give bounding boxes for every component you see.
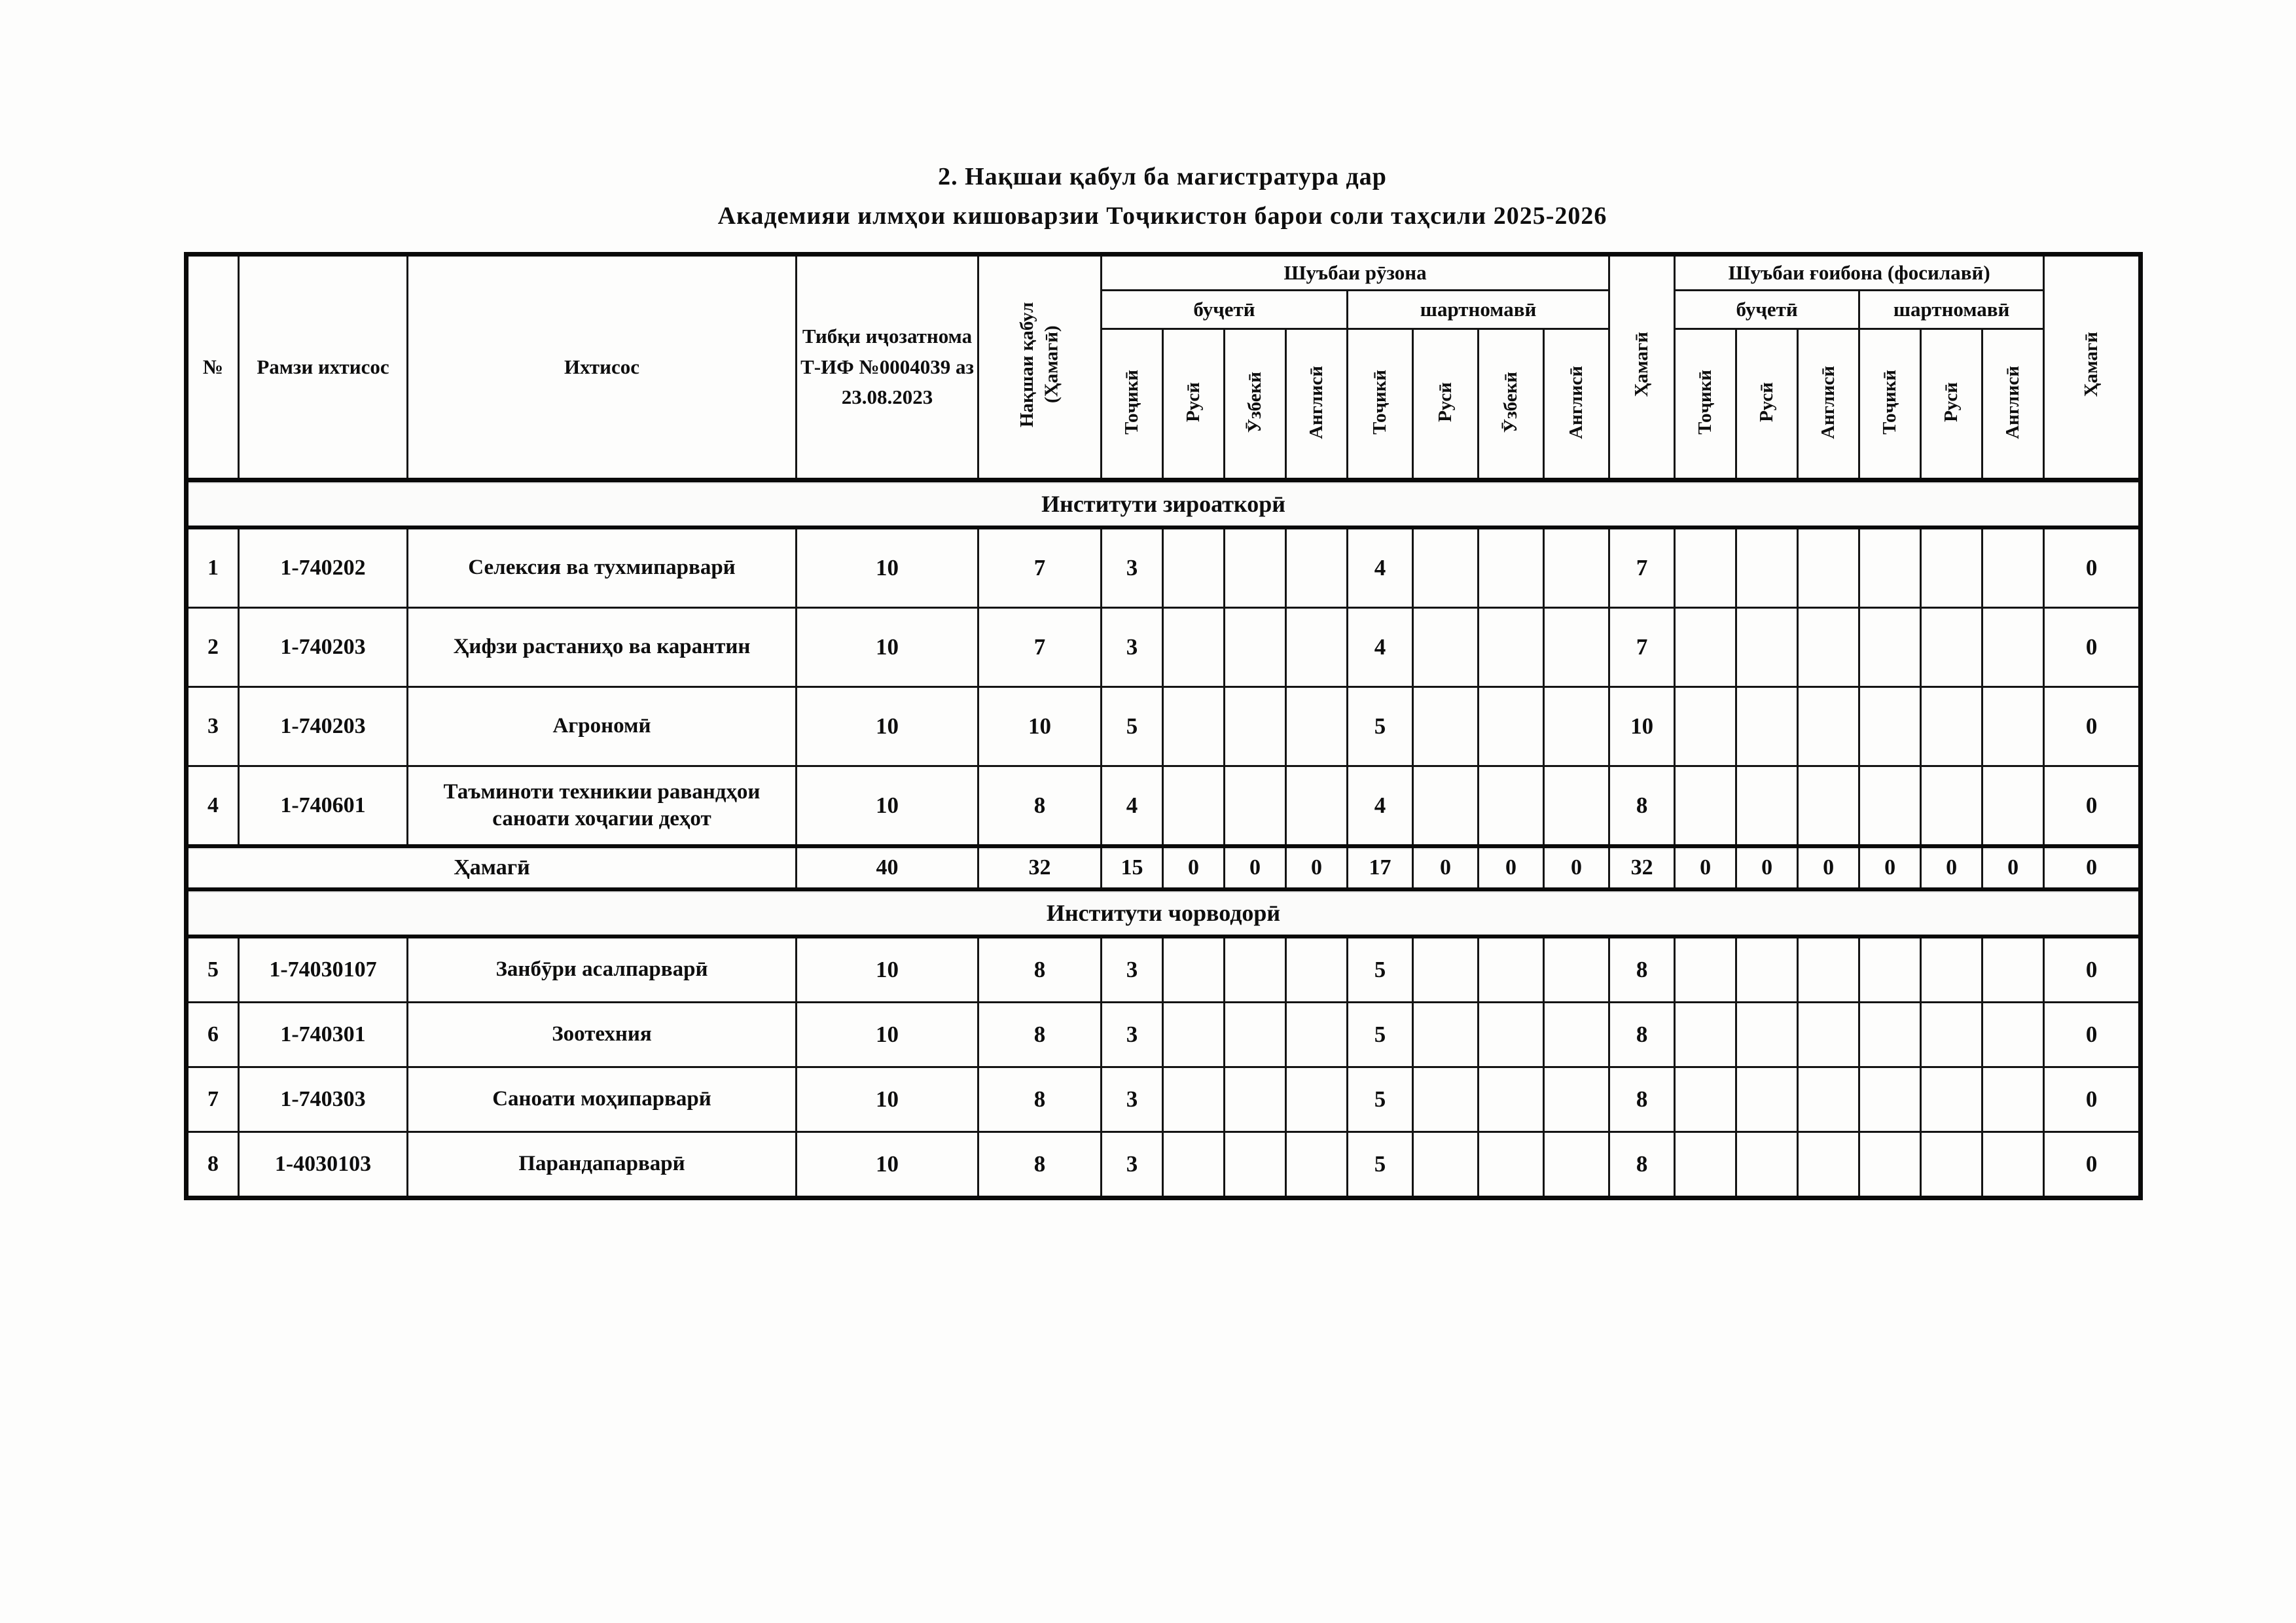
- cell-specialty-code: 1-740202: [239, 527, 408, 608]
- cell-day-budget-english: [1286, 1003, 1348, 1067]
- cell-ext-contract-russian: [1921, 1132, 1982, 1198]
- cell-specialty-name: Таъминоти техникии равандҳои саноати хоҷагии деҳот: [408, 766, 797, 847]
- cell-day-budget-russian: [1163, 687, 1225, 766]
- cell-day-budget-russian: [1163, 1132, 1225, 1198]
- lang-label: Тоҷикӣ: [1121, 369, 1142, 435]
- cell-day-budget-uzbek: 0: [1225, 846, 1286, 889]
- cell-ext-contract-russian: [1921, 687, 1982, 766]
- col-header-lang-russian: [1736, 329, 1798, 480]
- cell-day-contract-russian: 0: [1413, 846, 1479, 889]
- cell-admission-plan: 7: [978, 527, 1102, 608]
- col-header-num: №: [187, 255, 239, 480]
- cell-license-quota: 10: [797, 1003, 978, 1067]
- cell-day-budget-tajik: 4: [1102, 766, 1163, 847]
- cell-day-contract-tajik: 5: [1348, 936, 1413, 1003]
- cell-day-contract-uzbek: [1479, 608, 1544, 687]
- lang-label: Англисӣ: [2001, 365, 2023, 439]
- cell-ext-contract-english: [1982, 766, 2044, 847]
- cell-license-quota: 10: [797, 1067, 978, 1132]
- cell-specialty-code: 1-74030107: [239, 936, 408, 1003]
- ext-total-vertical-label: Ҳамагӣ: [2080, 332, 2102, 397]
- cell-ext-budget-english: 0: [1798, 846, 1859, 889]
- cell-day-contract-uzbek: [1479, 687, 1544, 766]
- cell-day-contract-english: [1544, 527, 1609, 608]
- col-header-day-total: [1609, 255, 1675, 480]
- cell-ext-budget-tajik: [1675, 687, 1736, 766]
- table-row: [187, 1003, 2141, 1067]
- cell-day-budget-uzbek: [1225, 766, 1286, 847]
- cell-ext-contract-russian: [1921, 1003, 1982, 1067]
- cell-day-contract-english: [1544, 608, 1609, 687]
- cell-day-contract-english: 0: [1544, 846, 1609, 889]
- cell-specialty-name: Занбӯри асалпарварӣ: [408, 936, 797, 1003]
- cell-ext-budget-tajik: [1675, 1067, 1736, 1132]
- cell-day-budget-tajik: 3: [1102, 1003, 1163, 1067]
- cell-day-budget-english: 0: [1286, 846, 1348, 889]
- cell-ext-contract-english: [1982, 527, 2044, 608]
- col-header-lang-russian: [1921, 329, 1982, 480]
- cell-license-quota: 10: [797, 1132, 978, 1198]
- cell-day-contract-uzbek: [1479, 527, 1544, 608]
- table-row: [187, 608, 2141, 687]
- cell-ext-contract-russian: [1921, 608, 1982, 687]
- cell-admission-plan: 8: [978, 1132, 1102, 1198]
- cell-day-budget-tajik: 3: [1102, 1067, 1163, 1132]
- plan-total-vertical-label: Нақшаи қабул (Ҳамагӣ): [1016, 302, 1062, 427]
- cell-ext-budget-english: [1798, 766, 1859, 847]
- col-header-lang-uzbek: [1225, 329, 1286, 480]
- cell-ext-total: 0: [2044, 766, 2141, 847]
- cell-ext-budget-tajik: [1675, 1003, 1736, 1067]
- cell-day-budget-english: [1286, 608, 1348, 687]
- cell-admission-plan: 7: [978, 608, 1102, 687]
- cell-day-budget-uzbek: [1225, 527, 1286, 608]
- lang-label: Русӣ: [1755, 382, 1777, 422]
- cell-admission-plan: 10: [978, 687, 1102, 766]
- cell-ext-budget-tajik: [1675, 608, 1736, 687]
- col-header-lang-tajik: [1102, 329, 1163, 480]
- cell-day-contract-russian: [1413, 1003, 1479, 1067]
- cell-ext-total: 0: [2044, 846, 2141, 889]
- col-header-plan-total: [978, 255, 1102, 480]
- subgroup-day-contract: шартномавӣ: [1348, 291, 1609, 329]
- cell-ext-contract-tajik: [1859, 1132, 1921, 1198]
- cell-day-total: 8: [1609, 766, 1675, 847]
- cell-admission-plan: 8: [978, 936, 1102, 1003]
- cell-ext-budget-english: [1798, 1132, 1859, 1198]
- lang-label: Тоҷикӣ: [1369, 369, 1390, 435]
- cell-day-budget-russian: [1163, 1003, 1225, 1067]
- subgroup-ext-contract: шартномавӣ: [1859, 291, 2044, 329]
- admission-plan-table: [184, 252, 2143, 1200]
- subgroup-day-budget: буҷетӣ: [1102, 291, 1348, 329]
- cell-day-budget-russian: 0: [1163, 846, 1225, 889]
- section-title: Институти чорводорӣ: [187, 889, 2141, 936]
- cell-specialty-name: Селексия ва тухмипарварӣ: [408, 527, 797, 608]
- col-header-lang-russian: [1413, 329, 1479, 480]
- cell-specialty-name: Зоотехния: [408, 1003, 797, 1067]
- cell-day-contract-english: [1544, 1067, 1609, 1132]
- cell-day-budget-tajik: 5: [1102, 687, 1163, 766]
- cell-day-contract-uzbek: [1479, 1067, 1544, 1132]
- cell-day-budget-english: [1286, 1132, 1348, 1198]
- cell-day-contract-tajik: 4: [1348, 608, 1413, 687]
- cell-ext-contract-russian: [1921, 936, 1982, 1003]
- cell-day-budget-tajik: 15: [1102, 846, 1163, 889]
- cell-specialty-code: 1-740203: [239, 687, 408, 766]
- cell-ext-contract-tajik: [1859, 766, 1921, 847]
- col-header-lang-tajik: [1675, 329, 1736, 480]
- cell-ext-budget-english: [1798, 1067, 1859, 1132]
- cell-ext-budget-russian: [1736, 936, 1798, 1003]
- cell-ext-contract-russian: [1921, 527, 1982, 608]
- col-header-lang-english: [1544, 329, 1609, 480]
- cell-ext-total: 0: [2044, 608, 2141, 687]
- cell-specialty-code: 1-740203: [239, 608, 408, 687]
- cell-ext-budget-tajik: [1675, 1132, 1736, 1198]
- lang-label: Русӣ: [1940, 382, 1962, 422]
- section-row: [187, 480, 2141, 528]
- cell-ext-contract-tajik: [1859, 527, 1921, 608]
- cell-day-contract-english: [1544, 687, 1609, 766]
- cell-ext-contract-tajik: [1859, 687, 1921, 766]
- cell-admission-plan: 8: [978, 766, 1102, 847]
- cell-day-contract-russian: [1413, 766, 1479, 847]
- cell-row-number: 2: [187, 608, 239, 687]
- lang-label: Англисӣ: [1565, 365, 1587, 439]
- cell-specialty-code: 1-740601: [239, 766, 408, 847]
- cell-day-budget-uzbek: [1225, 608, 1286, 687]
- cell-ext-budget-russian: [1736, 687, 1798, 766]
- cell-day-contract-tajik: 4: [1348, 766, 1413, 847]
- table-row: [187, 936, 2141, 1003]
- cell-license-quota: 10: [797, 687, 978, 766]
- subgroup-ext-budget: буҷетӣ: [1675, 291, 1859, 329]
- cell-row-number: 1: [187, 527, 239, 608]
- cell-day-contract-uzbek: [1479, 1132, 1544, 1198]
- cell-ext-budget-tajik: [1675, 766, 1736, 847]
- cell-day-contract-russian: [1413, 1067, 1479, 1132]
- cell-day-contract-russian: [1413, 936, 1479, 1003]
- table-row: [187, 766, 2141, 847]
- col-header-lang-english: [1286, 329, 1348, 480]
- cell-specialty-code: 1-740303: [239, 1067, 408, 1132]
- cell-day-total: 8: [1609, 1067, 1675, 1132]
- lang-label: Тоҷикӣ: [1878, 369, 1900, 435]
- cell-ext-budget-tajik: [1675, 936, 1736, 1003]
- cell-license-quota: 10: [797, 936, 978, 1003]
- cell-day-budget-tajik: 3: [1102, 936, 1163, 1003]
- cell-day-total: 7: [1609, 608, 1675, 687]
- header-row-groups: [187, 255, 2141, 291]
- cell-day-contract-english: [1544, 1003, 1609, 1067]
- cell-ext-budget-russian: [1736, 1003, 1798, 1067]
- cell-admission-plan: 8: [978, 1003, 1102, 1067]
- lang-label: Русӣ: [1182, 382, 1204, 422]
- cell-day-contract-uzbek: [1479, 1003, 1544, 1067]
- section-title: Институти зироаткорӣ: [187, 480, 2141, 528]
- cell-specialty-name: Ҳифзи растаниҳо ва карантин: [408, 608, 797, 687]
- col-header-lang-tajik: [1348, 329, 1413, 480]
- col-header-lang-russian: [1163, 329, 1225, 480]
- cell-day-total: 32: [1609, 846, 1675, 889]
- cell-day-budget-tajik: 3: [1102, 1132, 1163, 1198]
- cell-ext-budget-tajik: 0: [1675, 846, 1736, 889]
- cell-day-contract-tajik: 5: [1348, 687, 1413, 766]
- cell-ext-budget-english: [1798, 527, 1859, 608]
- cell-day-budget-uzbek: [1225, 936, 1286, 1003]
- cell-ext-budget-russian: 0: [1736, 846, 1798, 889]
- cell-ext-budget-russian: [1736, 1067, 1798, 1132]
- cell-day-contract-uzbek: [1479, 766, 1544, 847]
- table-row: [187, 1132, 2141, 1198]
- col-header-lang-english: [1982, 329, 2044, 480]
- cell-ext-contract-russian: [1921, 1067, 1982, 1132]
- cell-day-budget-uzbek: [1225, 687, 1286, 766]
- cell-day-budget-uzbek: [1225, 1132, 1286, 1198]
- col-header-lang-uzbek: [1479, 329, 1544, 480]
- cell-day-total: 8: [1609, 936, 1675, 1003]
- cell-row-number: 8: [187, 1132, 239, 1198]
- col-header-code: Рамзи ихтисос: [239, 255, 408, 480]
- cell-day-budget-russian: [1163, 608, 1225, 687]
- cell-ext-budget-english: [1798, 687, 1859, 766]
- total-label: Ҳамагӣ: [187, 846, 797, 889]
- cell-day-budget-tajik: 3: [1102, 608, 1163, 687]
- table-body: [187, 480, 2141, 1198]
- cell-day-contract-english: [1544, 766, 1609, 847]
- cell-ext-contract-english: [1982, 1003, 2044, 1067]
- lang-label: Тоҷикӣ: [1694, 369, 1715, 435]
- cell-ext-contract-english: [1982, 1067, 2044, 1132]
- day-total-vertical-label: Ҳамагӣ: [1630, 332, 1652, 397]
- col-header-specialty: Ихтисос: [408, 255, 797, 480]
- cell-specialty-name: Саноати моҳипарварӣ: [408, 1067, 797, 1132]
- cell-ext-total: 0: [2044, 687, 2141, 766]
- cell-day-budget-english: [1286, 1067, 1348, 1132]
- cell-ext-contract-english: [1982, 687, 2044, 766]
- col-header-lang-tajik: [1859, 329, 1921, 480]
- table-head: [187, 255, 2141, 480]
- cell-row-number: 3: [187, 687, 239, 766]
- cell-ext-contract-tajik: 0: [1859, 846, 1921, 889]
- cell-ext-contract-russian: 0: [1921, 846, 1982, 889]
- cell-ext-contract-tajik: [1859, 1067, 1921, 1132]
- cell-day-total: 7: [1609, 527, 1675, 608]
- cell-specialty-name: Агрономӣ: [408, 687, 797, 766]
- cell-row-number: 5: [187, 936, 239, 1003]
- cell-admission-plan: 32: [978, 846, 1102, 889]
- cell-day-budget-russian: [1163, 766, 1225, 847]
- cell-day-budget-russian: [1163, 936, 1225, 1003]
- cell-day-contract-english: [1544, 1132, 1609, 1198]
- cell-day-total: 10: [1609, 687, 1675, 766]
- cell-license-quota: 10: [797, 527, 978, 608]
- cell-ext-budget-english: [1798, 608, 1859, 687]
- cell-day-budget-russian: [1163, 527, 1225, 608]
- cell-day-contract-russian: [1413, 527, 1479, 608]
- cell-ext-contract-tajik: [1859, 608, 1921, 687]
- cell-day-contract-english: [1544, 936, 1609, 1003]
- cell-ext-budget-english: [1798, 936, 1859, 1003]
- group-header-day-dept: Шуъбаи рӯзона: [1102, 255, 1609, 291]
- cell-license-quota: 40: [797, 846, 978, 889]
- cell-day-budget-english: [1286, 766, 1348, 847]
- cell-ext-total: 0: [2044, 1132, 2141, 1198]
- cell-ext-total: 0: [2044, 1003, 2141, 1067]
- lang-label: Ӯзбекӣ: [1244, 371, 1265, 433]
- cell-day-budget-english: [1286, 527, 1348, 608]
- cell-license-quota: 10: [797, 608, 978, 687]
- cell-ext-contract-russian: [1921, 766, 1982, 847]
- col-header-ext-total: [2044, 255, 2141, 480]
- cell-day-contract-uzbek: 0: [1479, 846, 1544, 889]
- cell-row-number: 6: [187, 1003, 239, 1067]
- table-row: [187, 1067, 2141, 1132]
- section-row: [187, 889, 2141, 936]
- group-header-ext-dept: Шуъбаи ғоибона (фосилавӣ): [1675, 255, 2044, 291]
- cell-day-budget-russian: [1163, 1067, 1225, 1132]
- cell-ext-contract-english: [1982, 936, 2044, 1003]
- table-row: [187, 527, 2141, 608]
- cell-row-number: 7: [187, 1067, 239, 1132]
- cell-admission-plan: 8: [978, 1067, 1102, 1132]
- cell-day-total: 8: [1609, 1003, 1675, 1067]
- cell-specialty-code: 1-740301: [239, 1003, 408, 1067]
- cell-ext-budget-russian: [1736, 527, 1798, 608]
- page-title: 2. Нақшаи қабул ба магистратура дар: [938, 163, 1387, 190]
- cell-ext-total: 0: [2044, 527, 2141, 608]
- page-subtitle: Академияи илмҳои кишоварзии Тоҷикистон барои соли таҳсили 2025-2026: [717, 202, 1607, 230]
- cell-day-total: 8: [1609, 1132, 1675, 1198]
- col-header-lang-english: [1798, 329, 1859, 480]
- lang-label: Англисӣ: [1305, 365, 1327, 439]
- cell-day-budget-uzbek: [1225, 1003, 1286, 1067]
- cell-day-contract-tajik: 5: [1348, 1067, 1413, 1132]
- cell-day-contract-tajik: 5: [1348, 1132, 1413, 1198]
- cell-day-contract-tajik: 5: [1348, 1003, 1413, 1067]
- lang-label: Русӣ: [1434, 382, 1456, 422]
- col-header-license: Тибқи иҷозатнома Т-ИФ №0004039 аз 23.08.2023: [797, 255, 978, 480]
- cell-ext-budget-tajik: [1675, 527, 1736, 608]
- cell-day-contract-uzbek: [1479, 936, 1544, 1003]
- cell-ext-contract-english: [1982, 608, 2044, 687]
- table-row: [187, 687, 2141, 766]
- cell-ext-budget-english: [1798, 1003, 1859, 1067]
- cell-ext-contract-tajik: [1859, 936, 1921, 1003]
- cell-row-number: 4: [187, 766, 239, 847]
- cell-day-budget-english: [1286, 936, 1348, 1003]
- cell-day-contract-russian: [1413, 687, 1479, 766]
- cell-day-contract-tajik: 17: [1348, 846, 1413, 889]
- cell-specialty-code: 1-4030103: [239, 1132, 408, 1198]
- cell-ext-contract-tajik: [1859, 1003, 1921, 1067]
- cell-ext-budget-russian: [1736, 766, 1798, 847]
- cell-ext-budget-russian: [1736, 608, 1798, 687]
- cell-ext-contract-english: [1982, 1132, 2044, 1198]
- lang-label: Англисӣ: [1817, 365, 1839, 439]
- cell-specialty-name: Парандапарварӣ: [408, 1132, 797, 1198]
- document-header: [184, 162, 2141, 230]
- cell-day-contract-russian: [1413, 1132, 1479, 1198]
- cell-day-contract-russian: [1413, 608, 1479, 687]
- cell-ext-total: 0: [2044, 1067, 2141, 1132]
- lang-label: Ӯзбекӣ: [1499, 371, 1521, 433]
- cell-day-budget-english: [1286, 687, 1348, 766]
- cell-day-budget-uzbek: [1225, 1067, 1286, 1132]
- cell-license-quota: 10: [797, 766, 978, 847]
- cell-ext-budget-russian: [1736, 1132, 1798, 1198]
- cell-day-budget-tajik: 3: [1102, 527, 1163, 608]
- cell-day-contract-tajik: 4: [1348, 527, 1413, 608]
- cell-ext-contract-english: 0: [1982, 846, 2044, 889]
- cell-ext-total: 0: [2044, 936, 2141, 1003]
- total-row: [187, 846, 2141, 889]
